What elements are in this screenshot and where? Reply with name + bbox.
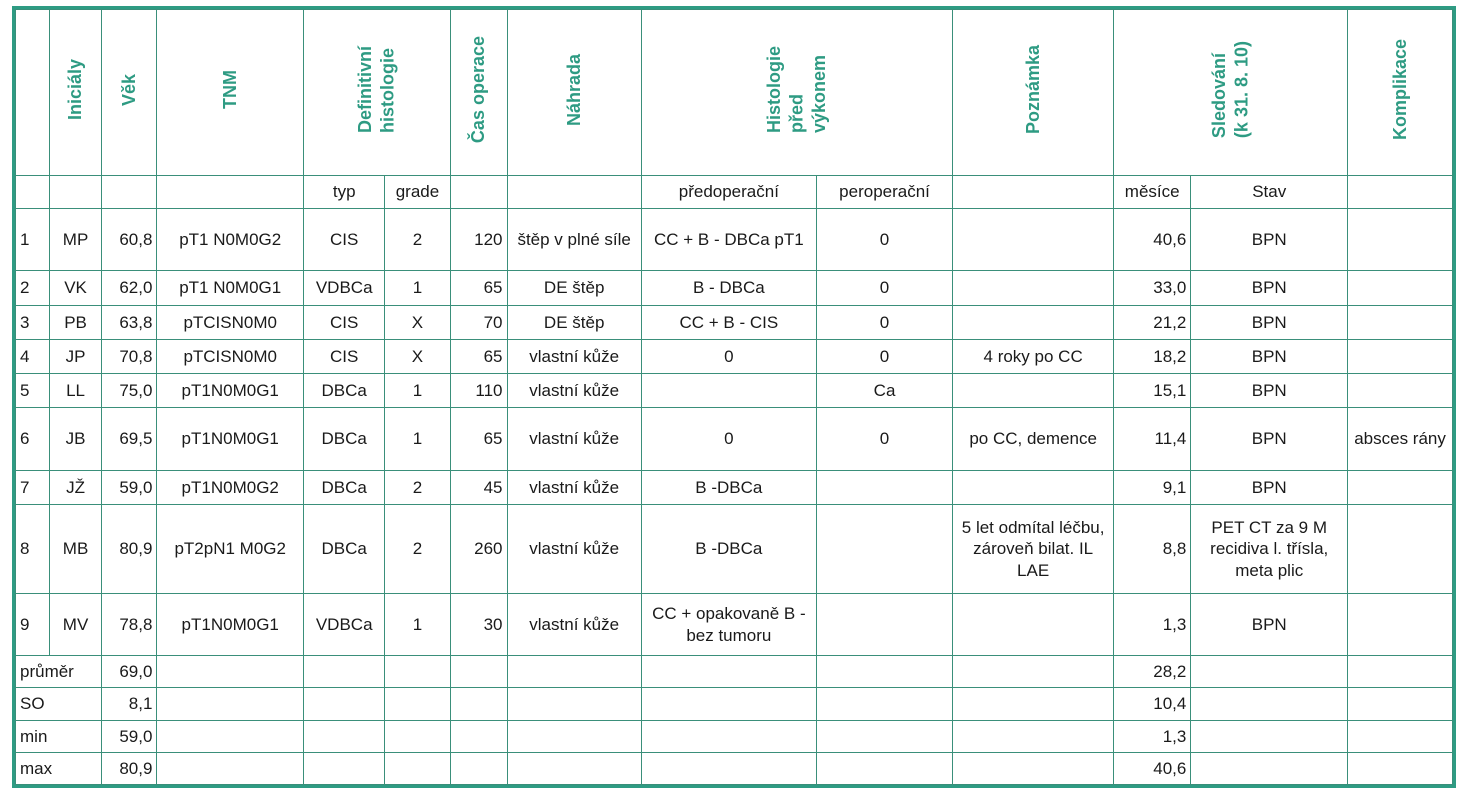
cell-months: 8,8 — [1114, 504, 1191, 593]
cell-age: 80,9 — [102, 504, 157, 593]
cell-tnm: pTCISN0M0 — [157, 339, 304, 373]
cell-replacement: vlastní kůže — [507, 470, 641, 504]
cell-status: BPN — [1191, 594, 1348, 656]
stat-row — [16, 752, 1453, 784]
cell-replacement: vlastní kůže — [507, 504, 641, 593]
cell-peroperative: 0 — [816, 408, 952, 470]
subheader-grade: grade — [385, 175, 450, 208]
subheader-peroperative: peroperační — [816, 175, 952, 208]
cell-histology-type: DBCa — [303, 504, 384, 593]
cell-operation-time: 30 — [450, 594, 507, 656]
cell-replacement: vlastní kůže — [507, 408, 641, 470]
cell-initials: JP — [49, 339, 102, 373]
cell-note: po CC, demence — [953, 408, 1114, 470]
stat-age: 59,0 — [102, 720, 157, 752]
cell-operation-time: 70 — [450, 305, 507, 339]
cell-status: BPN — [1191, 209, 1348, 271]
cell-peroperative: Ca — [816, 374, 952, 408]
cell-number: 8 — [16, 504, 50, 593]
cell-histology-type: VDBCa — [303, 594, 384, 656]
cell-preoperative: CC + B - CIS — [641, 305, 816, 339]
cell-note — [953, 374, 1114, 408]
cell-histology-type: DBCa — [303, 470, 384, 504]
cell-operation-time: 120 — [450, 209, 507, 271]
stat-months: 1,3 — [1114, 720, 1191, 752]
cell-complications — [1348, 470, 1453, 504]
table-row — [16, 408, 1453, 470]
table-row — [16, 305, 1453, 339]
cell-initials: MB — [49, 504, 102, 593]
cell-replacement: DE štěp — [507, 305, 641, 339]
cell-months: 11,4 — [1114, 408, 1191, 470]
cell-complications — [1348, 504, 1453, 593]
cell-complications — [1348, 271, 1453, 305]
table-row — [16, 594, 1453, 656]
cell-grade: 1 — [385, 408, 450, 470]
cell-status: BPN — [1191, 408, 1348, 470]
stat-age: 8,1 — [102, 688, 157, 720]
cell-complications — [1348, 594, 1453, 656]
cell-status: PET CT za 9 M recidiva l. třísla, meta plic — [1191, 504, 1348, 593]
cell-note — [953, 209, 1114, 271]
cell-replacement: DE štěp — [507, 271, 641, 305]
cell-operation-time: 110 — [450, 374, 507, 408]
cell-tnm: pTCISN0M0 — [157, 305, 304, 339]
cell-complications — [1348, 305, 1453, 339]
table-frame — [12, 6, 1456, 788]
cell-age: 59,0 — [102, 470, 157, 504]
cell-grade: 2 — [385, 504, 450, 593]
header-follow-up: Sledování (k 31. 8. 10) — [1114, 10, 1348, 176]
cell-histology-type: DBCa — [303, 374, 384, 408]
cell-operation-time: 45 — [450, 470, 507, 504]
cell-note: 5 let odmítal léčbu, zároveň bilat. IL LAE — [953, 504, 1114, 593]
cell-preoperative: B -DBCa — [641, 470, 816, 504]
cell-age: 69,5 — [102, 408, 157, 470]
cell-grade: X — [385, 339, 450, 373]
cell-age: 62,0 — [102, 271, 157, 305]
cell-preoperative: CC + B - DBCa pT1 — [641, 209, 816, 271]
header-tnm: TNM — [157, 10, 304, 176]
cell-initials: MP — [49, 209, 102, 271]
cell-preoperative — [641, 374, 816, 408]
stat-row — [16, 656, 1453, 688]
cell-replacement: štěp v plné síle — [507, 209, 641, 271]
cell-number: 9 — [16, 594, 50, 656]
cell-number: 7 — [16, 470, 50, 504]
cell-months: 1,3 — [1114, 594, 1191, 656]
stat-label: min — [16, 720, 102, 752]
cell-status: BPN — [1191, 271, 1348, 305]
cell-age: 63,8 — [102, 305, 157, 339]
cell-grade: X — [385, 305, 450, 339]
cell-preoperative: B - DBCa — [641, 271, 816, 305]
cell-status: BPN — [1191, 470, 1348, 504]
subheader-preoperative: předoperační — [641, 175, 816, 208]
cell-histology-type: VDBCa — [303, 271, 384, 305]
cell-number: 2 — [16, 271, 50, 305]
table-row — [16, 271, 1453, 305]
cell-tnm: pT1N0M0G1 — [157, 374, 304, 408]
cell-note — [953, 594, 1114, 656]
cell-status: BPN — [1191, 374, 1348, 408]
cell-months: 40,6 — [1114, 209, 1191, 271]
cell-note — [953, 470, 1114, 504]
stat-label: max — [16, 752, 102, 784]
cell-peroperative: 0 — [816, 339, 952, 373]
subheader-row — [16, 175, 1453, 208]
header-histology-before: Histologie před výkonem — [641, 10, 952, 176]
cell-operation-time: 65 — [450, 408, 507, 470]
cell-operation-time: 260 — [450, 504, 507, 593]
cell-grade: 2 — [385, 470, 450, 504]
cell-histology-type: CIS — [303, 209, 384, 271]
cell-initials: PB — [49, 305, 102, 339]
cell-initials: MV — [49, 594, 102, 656]
cell-complications — [1348, 339, 1453, 373]
stat-months: 28,2 — [1114, 656, 1191, 688]
cell-age: 70,8 — [102, 339, 157, 373]
cell-grade: 2 — [385, 209, 450, 271]
cell-histology-type: DBCa — [303, 408, 384, 470]
header-initials: Iniciály — [49, 10, 102, 176]
cell-months: 18,2 — [1114, 339, 1191, 373]
cell-tnm: pT1N0M0G2 — [157, 470, 304, 504]
cell-tnm: pT2pN1 M0G2 — [157, 504, 304, 593]
header-operation-time: Čas operace — [450, 10, 507, 176]
stat-label: průměr — [16, 656, 102, 688]
cell-initials: LL — [49, 374, 102, 408]
cell-preoperative: CC + opakovaně B - bez tumoru — [641, 594, 816, 656]
cell-age: 78,8 — [102, 594, 157, 656]
cell-histology-type: CIS — [303, 339, 384, 373]
cell-operation-time: 65 — [450, 271, 507, 305]
cell-replacement: vlastní kůže — [507, 594, 641, 656]
cell-tnm: pT1 N0M0G1 — [157, 271, 304, 305]
cell-months: 9,1 — [1114, 470, 1191, 504]
cell-preoperative: 0 — [641, 339, 816, 373]
stat-row — [16, 720, 1453, 752]
cell-complications — [1348, 209, 1453, 271]
cell-age: 60,8 — [102, 209, 157, 271]
cell-peroperative: 0 — [816, 271, 952, 305]
cell-months: 33,0 — [1114, 271, 1191, 305]
cell-age: 75,0 — [102, 374, 157, 408]
patient-table — [15, 9, 1453, 785]
cell-note: 4 roky po CC — [953, 339, 1114, 373]
cell-replacement: vlastní kůže — [507, 339, 641, 373]
subheader-status: Stav — [1191, 175, 1348, 208]
subheader-type: typ — [303, 175, 384, 208]
stat-months: 40,6 — [1114, 752, 1191, 784]
stat-age: 69,0 — [102, 656, 157, 688]
cell-complications — [1348, 374, 1453, 408]
stat-label: SO — [16, 688, 102, 720]
stat-months: 10,4 — [1114, 688, 1191, 720]
cell-initials: JB — [49, 408, 102, 470]
cell-tnm: pT1N0M0G1 — [157, 594, 304, 656]
cell-initials: VK — [49, 271, 102, 305]
cell-grade: 1 — [385, 271, 450, 305]
cell-number: 3 — [16, 305, 50, 339]
cell-preoperative: 0 — [641, 408, 816, 470]
stat-age: 80,9 — [102, 752, 157, 784]
cell-initials: JŽ — [49, 470, 102, 504]
cell-note — [953, 305, 1114, 339]
cell-replacement: vlastní kůže — [507, 374, 641, 408]
cell-number: 6 — [16, 408, 50, 470]
table-row — [16, 374, 1453, 408]
cell-peroperative: 0 — [816, 305, 952, 339]
header-note: Poznámka — [953, 10, 1114, 176]
table-row — [16, 339, 1453, 373]
table-row — [16, 470, 1453, 504]
cell-number: 4 — [16, 339, 50, 373]
cell-number: 1 — [16, 209, 50, 271]
cell-preoperative: B -DBCa — [641, 504, 816, 593]
cell-number: 5 — [16, 374, 50, 408]
cell-grade: 1 — [385, 374, 450, 408]
stat-row — [16, 688, 1453, 720]
header-age: Věk — [102, 10, 157, 176]
cell-peroperative — [816, 470, 952, 504]
cell-status: BPN — [1191, 305, 1348, 339]
cell-status: BPN — [1191, 339, 1348, 373]
header-complications: Komplikace — [1348, 10, 1453, 176]
header-number — [16, 10, 50, 176]
cell-months: 21,2 — [1114, 305, 1191, 339]
cell-operation-time: 65 — [450, 339, 507, 373]
header-row — [16, 10, 1453, 176]
cell-peroperative — [816, 594, 952, 656]
cell-tnm: pT1N0M0G1 — [157, 408, 304, 470]
cell-grade: 1 — [385, 594, 450, 656]
header-definitive-histology: Definitivní histologie — [303, 10, 450, 176]
cell-peroperative — [816, 504, 952, 593]
cell-months: 15,1 — [1114, 374, 1191, 408]
table-row — [16, 504, 1453, 593]
subheader-months: měsíce — [1114, 175, 1191, 208]
header-replacement: Náhrada — [507, 10, 641, 176]
cell-histology-type: CIS — [303, 305, 384, 339]
cell-note — [953, 271, 1114, 305]
cell-tnm: pT1 N0M0G2 — [157, 209, 304, 271]
table-row — [16, 209, 1453, 271]
cell-peroperative: 0 — [816, 209, 952, 271]
cell-complications: absces rány — [1348, 408, 1453, 470]
